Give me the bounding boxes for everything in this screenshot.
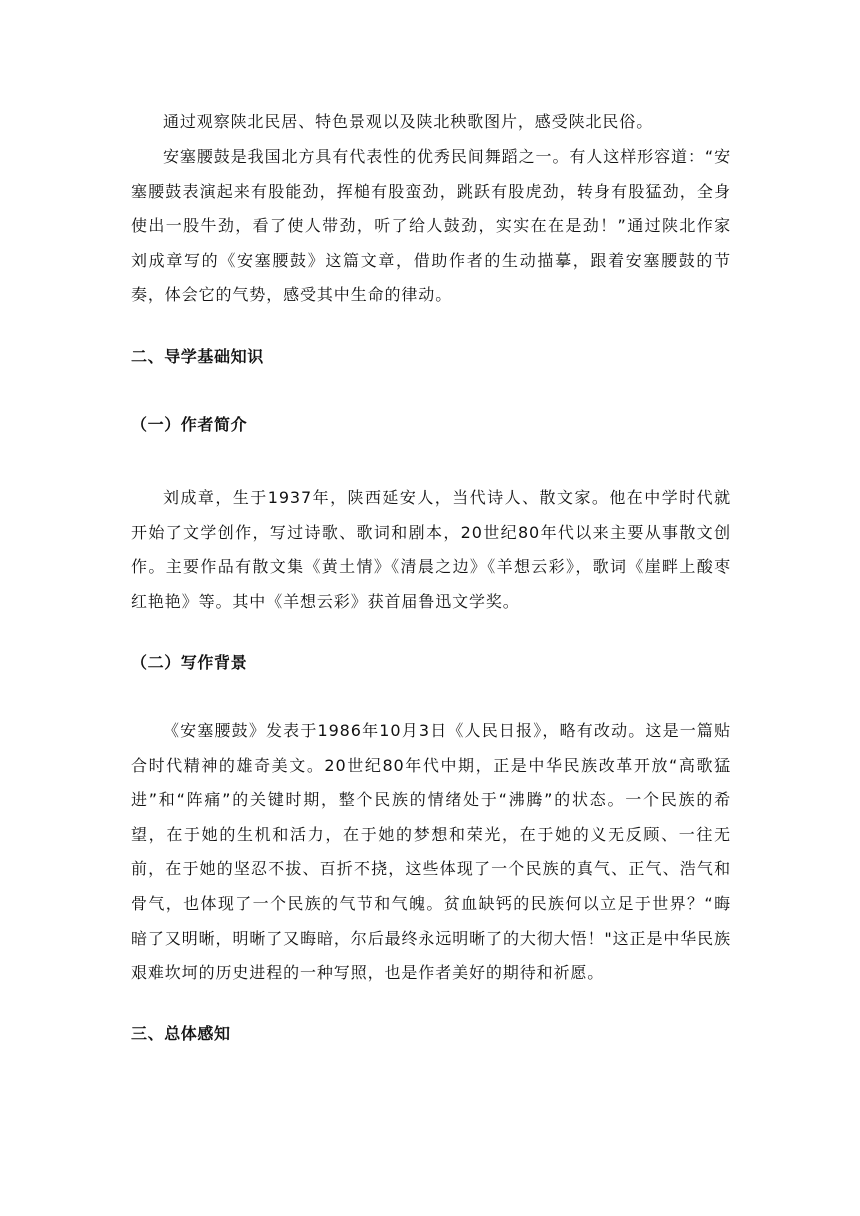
section-heading-overall-perception: 三、总体感知 (131, 1024, 231, 1043)
author-intro-paragraph: 刘成章，生于1937年，陕西延安人，当代诗人、散文家。他在中学时代就开始了文学创作，写过诗歌、歌词和剧本，20世纪80年代以来主要从事散文创作。主要作品有散文集《黄土情》《清晨之边》《羊想云彩》，歌词《崖畔上酸枣红艳艳》等。其中《羊想云彩》获首届鲁迅文学奖。 (131, 488, 731, 611)
subsection-heading-writing-background: （二）写作背景 (131, 653, 248, 672)
section-heading-guide-basics: 二、导学基础知识 (131, 347, 264, 366)
intro-paragraph-2: 安塞腰鼓是我国北方具有代表性的优秀民间舞蹈之一。有人这样形容道：“安塞腰鼓表演起来有股能劲，挥槌有股蛮劲，跳跃有股虎劲，转身有股猛劲，全身使出一股牛劲，看了使人带劲，听了给人鼓劲，实实在在是劲！”通过陕北作家刘成章写的《安塞腰鼓》这篇文章，借助作者的生动描摹，跟着安塞腰鼓的节奏，体会它的气势，感受其中生命的律动。 (131, 147, 731, 305)
writing-background-paragraph: 《安塞腰鼓》发表于1986年10月3日《人民日报》，略有改动。这是一篇贴合时代精神的雄奇美文。20世纪80年代中期，正是中华民族改革开放“高歌猛进”和“阵痛”的关键时期，整个民族的情绪处于“沸腾”的状态。一个民族的希望，在于她的生机和活力，在于她的梦想和荣光，在于她的义无反顾、一往无前，在于她的坚忍不拔、百折不挠，这些体现了一个民族的真气、正气、浩气和骨气，也体现了一个民族的气节和气魄。贫血缺钙的民族何以立足于世界？“晦暗了又明晰，明晰了又晦暗，尔后最终永远明晰了的大彻大悟！"这正是中华民族艰难坎坷的历史进程的一种写照，也是作者美好的期待和祈愿。 (131, 721, 731, 983)
subsection-heading-author-intro: （一）作者简介 (131, 415, 248, 434)
intro-paragraph-1: 通过观察陕北民居、特色景观以及陕北秧歌图片，感受陕北民俗。 (163, 112, 654, 131)
